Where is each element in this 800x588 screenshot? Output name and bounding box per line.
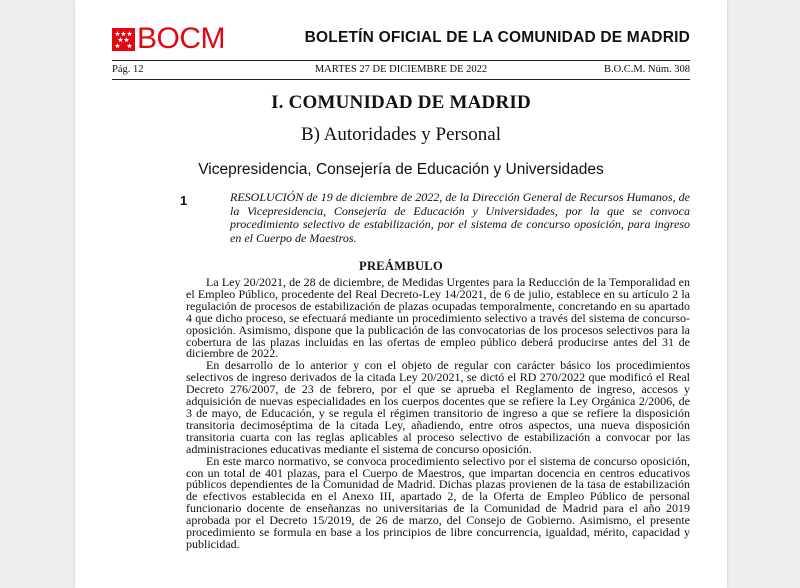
resolution-summary: RESOLUCIÓN de 19 de diciembre de 2022, de la Dirección General de Recursos Humanos, de la Vicepresidencia, Consejería de Educación y Universidades, por la que se convoca procedimiento selectivo de estabilización, por el sistema de concurso oposición, para ingreso en el Cuerpo de Maestros. bbox=[230, 190, 690, 245]
preamble-body bbox=[186, 277, 690, 551]
department-title: Vicepresidencia, Consejería de Educación y Universidades bbox=[198, 161, 604, 178]
masthead-title: BOLETÍN OFICIAL DE LA COMUNIDAD DE MADRID bbox=[304, 29, 690, 46]
paragraph: En desarrollo de lo anterior y con el objeto de regular con carácter básico los procedimientos selectivos de ingreso derivados de la citada Ley 20/2021, se dictó el RD 270/2022 que modificó el Real Decreto 276/2007, de 23 de febrero, por el que se aprueba el Reglamento de ingreso, accesos y adquisición de nuevas especialidades en los cuerpos docentes que se refiere la Ley Orgánica 2/2006, de 3 de mayo, de Educación, y se regula el régimen transitorio de ingreso a que se refiere la disposición transitoria decimoséptima de la citada Ley, añadiendo, entre otros aspectos, una nueva disposición transitoria cuarta con las reglas aplicables al proceso selectivo de estabilización a convocar por las administraciones educativas mediante el sistema de concurso oposición. bbox=[186, 358, 690, 456]
running-header bbox=[112, 60, 690, 80]
preamble-heading: PREÁMBULO bbox=[359, 259, 443, 273]
page-number: Pág. 12 bbox=[112, 64, 144, 75]
paragraph: La Ley 20/2021, de 28 de diciembre, de Medidas Urgentes para la Reducción de la Temporalidad en el Empleo Público, procedente del Real Decreto-Ley 14/2021, de 6 de julio, establece en su artículo 2 la regulación de procesos de estabilización de plazas ocupadas temporalmente, concretando en su apartado 4 que dicho proceso, se efectuará mediante un procedimiento selectivo a través del sistema de concurso-oposición. Asimismo, dispone que la publicación de las convocatorias de los procesos selectivos para la cobertura de las plazas incluidas en las ofertas de empleo público deberá producirse antes del 31 de diciembre de 2022. bbox=[186, 275, 690, 361]
document-page bbox=[75, 0, 727, 588]
paragraph: En este marco normativo, se convoca procedimiento selectivo por el sistema de concurso oposición, con un total de 401 plazas, para el Cuerpo de Maestros, que impartan docencia en centros educativos públicos dependientes de la Comunidad de Madrid. Dichas plazas provienen de la tasa de estabilización de efectivos establecida en el Anexo III, apartado 2, de la Oferta de Empleo Público de personal funcionario docente de enseñanzas no universitarias de la Comunidad de Madrid para el año 2019 aprobada por el Decreto 15/2019, de 26 de marzo, del Consejo de Gobierno. Asimismo, el presente procedimiento se formula en base a los principios de libre concurrencia, igualdad, mérito, capacidad y publicidad. bbox=[186, 453, 690, 551]
madrid-stars-icon bbox=[112, 28, 135, 51]
subsection-title: B) Autoridades y Personal bbox=[300, 124, 501, 145]
section-title: I. COMUNIDAD DE MADRID bbox=[271, 92, 531, 113]
masthead bbox=[112, 22, 690, 56]
item-number: 1 bbox=[180, 193, 188, 208]
logo-text: BOCM bbox=[137, 22, 225, 55]
issue-date: MARTES 27 DE DICIEMBRE DE 2022 bbox=[314, 64, 488, 75]
issue-number: B.O.C.M. Núm. 308 bbox=[603, 64, 690, 75]
bocm-logo bbox=[112, 22, 225, 55]
